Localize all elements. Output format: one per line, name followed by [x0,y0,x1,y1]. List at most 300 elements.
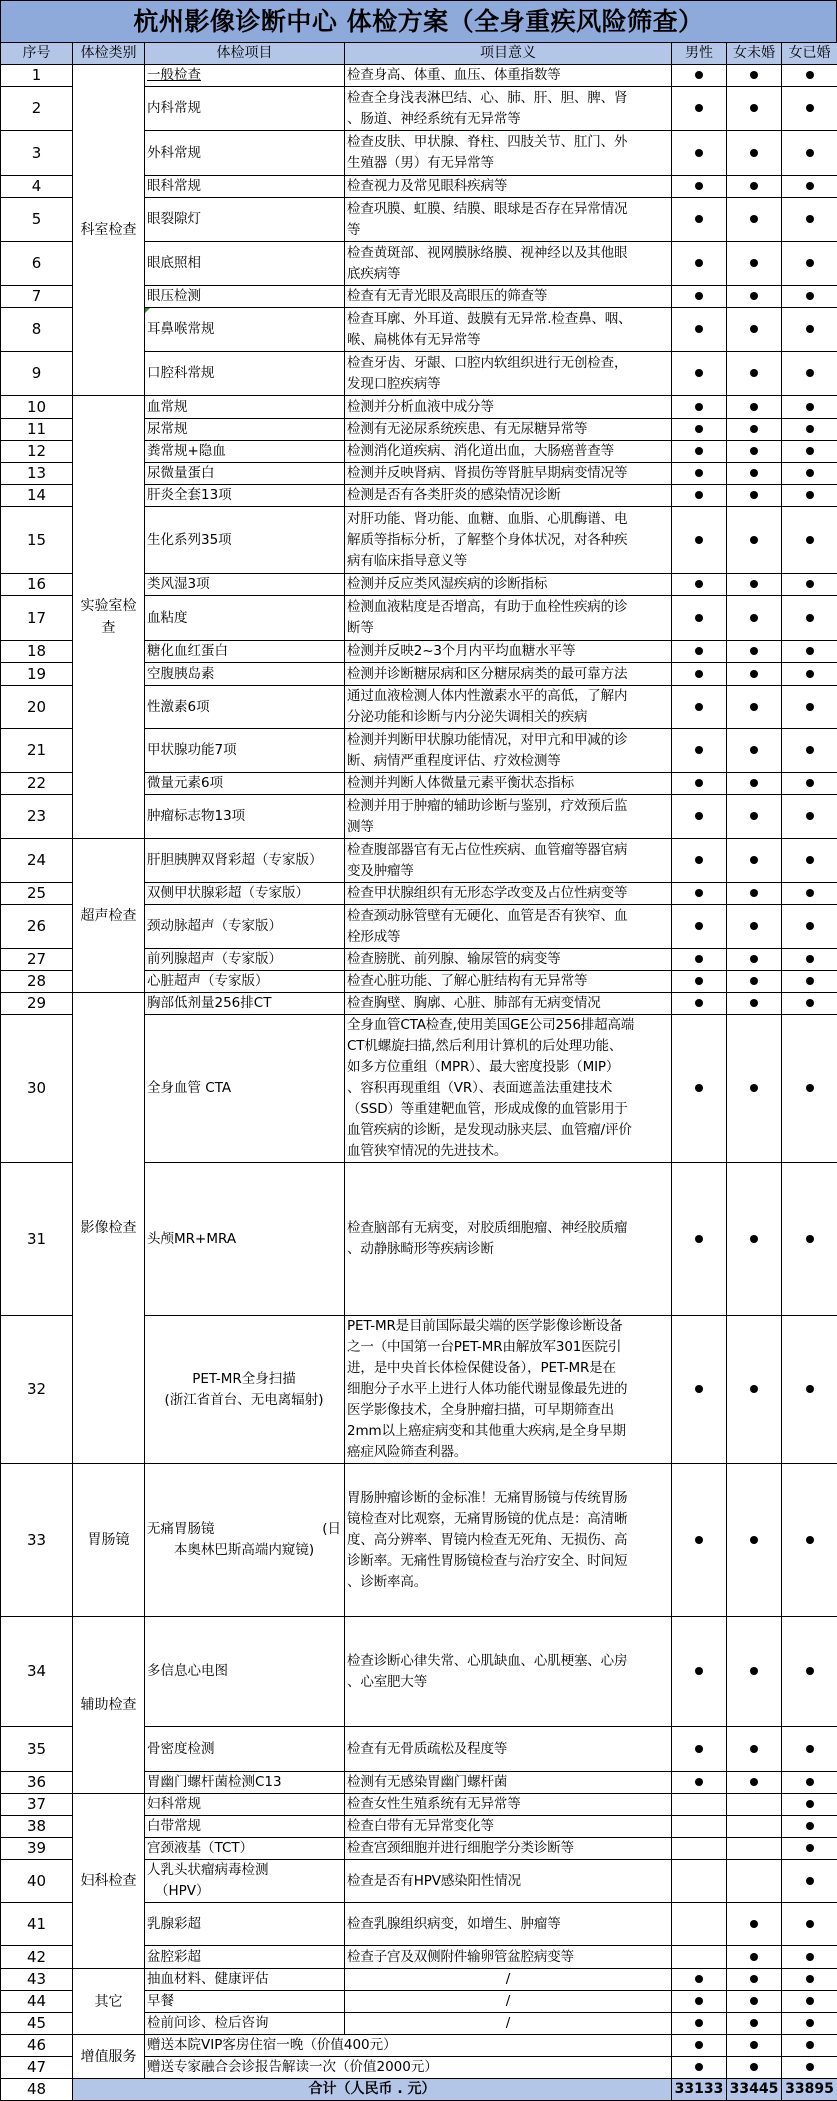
exam-meaning [345,198,672,242]
row-number: 31 [1,1163,73,1316]
meaning-line: 镜检查对比观察，无痛胃肠镜的优点是：高清晰 [347,1509,669,1530]
row-number: 27 [1,949,73,971]
row-number: 8 [1,308,73,352]
exam-item [145,949,345,971]
included-dot-icon [695,1975,703,1983]
exam-meaning [345,1838,672,1860]
female-unmarried-included-cell [727,839,782,883]
included-dot-icon [750,369,758,377]
exam-meaning [345,396,672,419]
male-included-cell [672,308,727,352]
included-dot-icon [750,1975,758,1983]
meaning-line: 喉、扁桃体有无异常等 [347,330,669,351]
included-dot-icon [695,215,703,223]
header-no: 序号 [1,43,73,65]
male-included-cell [672,131,727,176]
included-dot-icon [806,425,814,433]
included-dot-icon [806,1953,814,1961]
female-married-included-cell [782,795,837,839]
meaning-line: （SSD）等重建靶血管，形成成像的血管影用于 [347,1099,669,1120]
included-dot-icon [750,1084,758,1092]
row-number: 37 [1,1794,73,1816]
included-dot-icon [695,670,703,678]
female-married-included-cell [782,686,837,729]
exam-meaning [345,1991,672,2013]
row-number: 19 [1,663,73,686]
row-number: 11 [1,419,73,441]
male-included-cell [672,176,727,198]
included-dot-icon [806,1877,814,1885]
included-dot-icon [750,215,758,223]
included-dot-icon [806,2041,814,2049]
row-number: 3 [1,131,73,176]
exam-meaning [345,507,672,574]
item-label: 一般检查 [147,65,341,86]
male-included-cell [672,1838,727,1860]
included-dot-icon [750,856,758,864]
exam-item [145,773,345,795]
male-included-cell [672,1991,727,2013]
row-number: 47 [1,2057,73,2079]
meaning-line: 检测血液粘度是否增高，有助于血栓性疾病的诊 [347,597,669,618]
male-included-cell [672,1617,727,1727]
item-line: （HPV） [147,1881,341,1902]
female-unmarried-included-cell [727,1617,782,1727]
female-unmarried-included-cell [727,485,782,507]
female-unmarried-included-cell [727,507,782,574]
female-unmarried-included-cell [727,1316,782,1464]
exam-meaning [345,663,672,686]
exam-meaning [345,1860,672,1903]
female-unmarried-included-cell [727,993,782,1015]
total-female-unmarried: 33445 [727,2079,782,2101]
included-dot-icon [695,71,703,79]
female-unmarried-included-cell [727,795,782,839]
included-dot-icon [750,403,758,411]
exam-item [145,663,345,686]
row-number: 9 [1,352,73,396]
meaning-line: 检测并判断人体微量元素平衡状态指标 [347,773,669,794]
included-dot-icon [806,149,814,157]
male-included-cell [672,839,727,883]
included-dot-icon [806,71,814,79]
included-dot-icon [695,491,703,499]
exam-item [145,1316,345,1464]
item-label: 糖化血红蛋白 [147,641,341,662]
meaning-line: 对肝功能、肾功能、血糖、血脂、心肌酶谱、电 [347,509,669,530]
row-number: 18 [1,641,73,663]
exam-category: 科室检查 [73,65,145,396]
female-married-included-cell [782,1617,837,1727]
meaning-line: 检查全身浅表淋巴结、心、肺、肝、胆、脾、肾 [347,88,669,109]
meaning-line: 检测并用于肿瘤的辅助诊断与鉴别，疗效预后监 [347,796,669,817]
included-dot-icon [750,491,758,499]
exam-meaning [345,1464,672,1617]
item-label: 眼底照相 [147,253,341,274]
included-dot-icon [750,1536,758,1544]
row-number: 23 [1,795,73,839]
female-married-included-cell [782,463,837,485]
item-label: 胃幽门螺杆菌检测C13 [147,1772,341,1793]
female-unmarried-included-cell [727,883,782,905]
exam-meaning [345,242,672,286]
male-included-cell [672,1946,727,1969]
exam-item [145,596,345,641]
included-dot-icon [750,614,758,622]
exam-meaning [345,1316,672,1464]
female-unmarried-included-cell [727,729,782,773]
row-number: 43 [1,1969,73,1991]
female-unmarried-included-cell [727,65,782,87]
item-label: 赠送本院VIP客房住宿一晚（价值400元） [147,2035,668,2056]
row-number: 28 [1,971,73,993]
meaning-line: 解质等指标分析，了解整个身体状况，对各种疾 [347,530,669,551]
meaning-line: 检查乳腺组织病变，如增生、肿瘤等 [347,1914,669,1935]
included-dot-icon [806,1084,814,1092]
item-label: 肿瘤标志物13项 [147,806,341,827]
row-number: 41 [1,1903,73,1946]
included-dot-icon [806,369,814,377]
exam-item [145,1794,345,1816]
male-included-cell [672,641,727,663]
included-dot-icon [806,1800,814,1808]
meaning-line: 检查宫颈细胞并进行细胞学分类诊断等 [347,1838,669,1859]
included-dot-icon [695,403,703,411]
included-dot-icon [750,425,758,433]
exam-item [145,2035,672,2057]
female-unmarried-included-cell [727,1816,782,1838]
row-number: 14 [1,485,73,507]
included-dot-icon [750,999,758,1007]
female-married-included-cell [782,1991,837,2013]
female-married-included-cell [782,773,837,795]
male-included-cell [672,65,727,87]
row-number: 33 [1,1464,73,1617]
table-row [1,1617,837,1727]
meaning-line: 检查是否有HPV感染阳性情况 [347,1871,669,1892]
row-number: 45 [1,2013,73,2035]
male-included-cell [672,463,727,485]
included-dot-icon [806,779,814,787]
meaning-line: 检查有无骨质疏松及程度等 [347,1739,669,1760]
female-unmarried-included-cell [727,1464,782,1617]
exam-item [145,1991,345,2013]
included-dot-icon [750,647,758,655]
exam-item [145,1969,345,1991]
male-included-cell [672,663,727,686]
exam-category: 胃肠镜 [73,1464,145,1617]
female-unmarried-included-cell [727,419,782,441]
item-label: 肝胆胰脾双肾彩超（专家版） [147,850,341,871]
included-dot-icon [806,259,814,267]
meaning-line: 检查心脏功能、了解心脏结构有无异常等 [347,971,669,992]
exam-item [145,1464,345,1617]
header-female-unmarried: 女未婚 [727,43,782,65]
meaning-line: 生殖器（男）有无异常等 [347,153,669,174]
exam-item [145,131,345,176]
item-label: 粪常规+隐血 [147,441,341,462]
included-dot-icon [806,215,814,223]
included-dot-icon [695,369,703,377]
exam-meaning [345,65,672,87]
included-dot-icon [695,746,703,754]
female-unmarried-included-cell [727,596,782,641]
male-included-cell [672,1794,727,1816]
male-included-cell [672,574,727,596]
item-label: 耳鼻喉常规 [147,319,341,340]
exam-item [145,686,345,729]
exam-item [145,1015,345,1163]
male-included-cell [672,1464,727,1617]
exam-item [145,463,345,485]
exam-meaning [345,419,672,441]
included-dot-icon [806,647,814,655]
included-dot-icon [750,469,758,477]
male-included-cell [672,1316,727,1464]
exam-item [145,352,345,396]
meaning-line: 检查子宫及双侧附件输卵管盆腔病变等 [347,1947,669,1968]
male-included-cell [672,2057,727,2079]
meaning-line: 进，是中央首长体检保健设备），PET-MR是在 [347,1358,669,1379]
item-label: 眼裂隙灯 [147,209,341,230]
meaning-line: 检查甲状腺组织有无形态学改变及占位性病变等 [347,883,669,904]
included-dot-icon [806,1778,814,1786]
included-dot-icon [695,922,703,930]
meaning-line: 如多方位重组（MPR）、最大密度投影（MIP） [347,1057,669,1078]
included-dot-icon [750,580,758,588]
included-dot-icon [750,182,758,190]
included-dot-icon [695,536,703,544]
exam-meaning [345,574,672,596]
female-married-included-cell [782,1772,837,1794]
exam-category: 增值服务 [73,2035,145,2079]
row-number: 4 [1,176,73,198]
meaning-line: 检查皮肤、甲状腺、脊柱、四肢关节、肛门、外 [347,132,669,153]
included-dot-icon [750,889,758,897]
item-label: 内科常规 [147,98,341,119]
item-label: 头颅MR+MRA [147,1229,341,1250]
included-dot-icon [806,104,814,112]
included-dot-icon [695,647,703,655]
row-number: 10 [1,396,73,419]
exam-meaning [345,1903,672,1946]
included-dot-icon [750,812,758,820]
female-married-included-cell [782,596,837,641]
meaning-line: PET-MR是目前国际最尖端的医学影像诊断设备 [347,1316,669,1337]
item-line: PET-MR全身扫描 [147,1369,341,1390]
item-label: 前列腺超声（专家版） [147,949,341,970]
male-included-cell [672,1903,727,1946]
included-dot-icon [750,922,758,930]
item-label: 妇科常规 [147,1794,341,1815]
female-unmarried-included-cell [727,1794,782,1816]
exam-meaning [345,839,672,883]
female-married-included-cell [782,2057,837,2079]
exam-meaning [345,729,672,773]
meaning-line: 检测并反映肾病、肾损伤等肾脏早期病变情况等 [347,463,669,484]
exam-item [145,1727,345,1772]
table-row [1,2035,837,2057]
item-label: 白带常规 [147,1816,341,1837]
exam-meaning [345,905,672,949]
item-label: 多信息心电图 [147,1661,341,1682]
included-dot-icon [695,2019,703,2027]
included-dot-icon [695,447,703,455]
row-number: 46 [1,2035,73,2057]
female-married-included-cell [782,993,837,1015]
male-included-cell [672,1772,727,1794]
female-unmarried-included-cell [727,242,782,286]
row-number: 40 [1,1860,73,1903]
meaning-line: 检查诊断心律失常、心肌缺血、心肌梗塞、心房 [347,1651,669,1672]
included-dot-icon [750,149,758,157]
row-number: 30 [1,1015,73,1163]
included-dot-icon [750,703,758,711]
exam-meaning [345,1617,672,1727]
row-number: 42 [1,1946,73,1969]
exam-item [145,1838,345,1860]
meaning-line: 检查膀胱、前列腺、输尿管的病变等 [347,949,669,970]
exam-item [145,729,345,773]
female-married-included-cell [782,1316,837,1464]
male-included-cell [672,1816,727,1838]
meaning-line: 检查有无青光眼及高眼压的筛查等 [347,286,669,307]
row-number: 2 [1,87,73,131]
header-meaning: 项目意义 [345,43,672,65]
exam-meaning [345,971,672,993]
included-dot-icon [695,1778,703,1786]
meaning-line: 检查牙齿、牙龈、口腔内软组织进行无创检查， [347,353,669,374]
included-dot-icon [806,1536,814,1544]
included-dot-icon [695,856,703,864]
row-number: 1 [1,65,73,87]
item-label: 检前问诊、检后咨询 [147,2013,341,2034]
included-dot-icon [695,1235,703,1243]
female-unmarried-included-cell [727,905,782,949]
exam-item [145,1163,345,1316]
meaning-line: 变及肿瘤等 [347,861,669,882]
male-included-cell [672,1015,727,1163]
item-line-part: 无痛胃肠镜 [147,1519,215,1540]
included-dot-icon [750,977,758,985]
exam-item [145,1772,345,1794]
female-unmarried-included-cell [727,396,782,419]
meaning-line: 分泌功能和诊断与内分泌失调相关的疾病 [347,707,669,728]
meaning-line: 检查视力及常见眼科疾病等 [347,176,669,197]
meaning-line: 、心室肥大等 [347,1672,669,1693]
meaning-line: / [347,1969,669,1990]
meaning-line: 细胞分子水平上进行人体功能代谢显像最先进的 [347,1379,669,1400]
exam-meaning [345,1163,672,1316]
included-dot-icon [750,955,758,963]
meaning-line: 底疾病等 [347,264,669,285]
exam-item [145,1617,345,1727]
meaning-line: 断等 [347,618,669,639]
included-dot-icon [750,2041,758,2049]
female-married-included-cell [782,1969,837,1991]
male-included-cell [672,993,727,1015]
meaning-line: 检测消化道疾病、消化道出血，大肠癌普查等 [347,441,669,462]
included-dot-icon [750,1235,758,1243]
female-married-included-cell [782,352,837,396]
included-dot-icon [806,999,814,1007]
included-dot-icon [750,1953,758,1961]
female-married-included-cell [782,1816,837,1838]
exam-meaning [345,641,672,663]
table-row [1,396,837,419]
included-dot-icon [750,1745,758,1753]
female-married-included-cell [782,949,837,971]
exam-item [145,839,345,883]
item-label: 血常规 [147,397,341,418]
included-dot-icon [695,1084,703,1092]
meaning-line: 通过血液检测人体内性激素水平的高低，了解内 [347,686,669,707]
included-dot-icon [806,447,814,455]
table-row [1,993,837,1015]
exam-meaning [345,596,672,641]
male-included-cell [672,686,727,729]
item-label: 宫颈液基（TCT） [147,1838,341,1859]
included-dot-icon [806,703,814,711]
page-title: 杭州影像诊断中心 体检方案（全身重疾风险筛查） [0,0,837,42]
included-dot-icon [806,812,814,820]
female-married-included-cell [782,1727,837,1772]
female-unmarried-included-cell [727,2057,782,2079]
male-included-cell [672,1969,727,1991]
exam-meaning [345,176,672,198]
included-dot-icon [695,149,703,157]
included-dot-icon [806,1975,814,1983]
meaning-line: 、肠道、神经系统有无异常等 [347,109,669,130]
item-label: 抽血材料、健康评估 [147,1969,341,1990]
female-married-included-cell [782,729,837,773]
included-dot-icon [806,1667,814,1675]
exam-item [145,1860,345,1903]
item-label: 血粘度 [147,608,341,629]
female-married-included-cell [782,1903,837,1946]
meaning-line: 检测并诊断糖尿病和区分糖尿病类的最可靠方法 [347,664,669,685]
female-married-included-cell [782,419,837,441]
exam-item [145,971,345,993]
exam-meaning [345,286,672,308]
female-unmarried-included-cell [727,131,782,176]
female-unmarried-included-cell [727,2013,782,2035]
male-included-cell [672,949,727,971]
male-included-cell [672,729,727,773]
female-married-included-cell [782,308,837,352]
male-included-cell [672,773,727,795]
meaning-line: 医学影像技术，全身肿瘤扫描，可早期筛查出 [347,1400,669,1421]
female-married-included-cell [782,242,837,286]
item-label: 眼科常规 [147,176,341,197]
meaning-line: 度、高分辨率、胃镜内检查无死角、无损伤、高 [347,1530,669,1551]
meaning-line: / [347,2013,669,2034]
included-dot-icon [750,536,758,544]
item-label: 尿微量蛋白 [147,463,341,484]
male-included-cell [672,286,727,308]
meaning-line: 测等 [347,817,669,838]
exam-meaning [345,131,672,176]
table-row [1,1464,837,1617]
female-married-included-cell [782,1838,837,1860]
exam-item [145,507,345,574]
meaning-line: CT机螺旋扫描,然后利用计算机的后处理功能、 [347,1036,669,1057]
row-number: 36 [1,1772,73,1794]
included-dot-icon [695,104,703,112]
row-number: 5 [1,198,73,242]
included-dot-icon [750,292,758,300]
included-dot-icon [806,746,814,754]
